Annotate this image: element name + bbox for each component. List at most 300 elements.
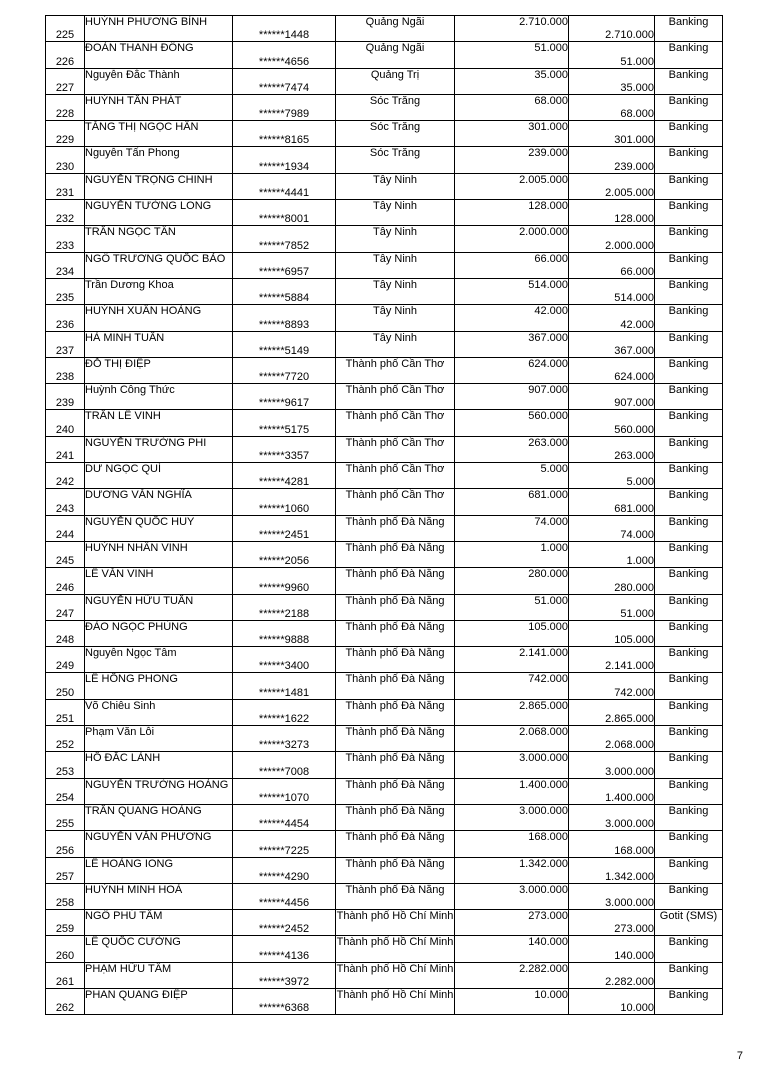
- recipient-name-cell: NGUYỄN QUỐC HUY: [85, 515, 233, 541]
- masked-account-cell: ******3400: [233, 647, 336, 673]
- payment-method-cell: Banking: [655, 226, 723, 252]
- masked-account-cell: ******6368: [233, 988, 336, 1014]
- table-row: [46, 436, 723, 462]
- table-row: [46, 42, 723, 68]
- row-number-cell: 262: [46, 988, 85, 1014]
- row-number-cell: 248: [46, 620, 85, 646]
- amount-cell: 239.000: [455, 147, 569, 173]
- masked-account-cell: ******4456: [233, 883, 336, 909]
- amount-cell: 2.865.000: [455, 699, 569, 725]
- payment-method-cell: Banking: [655, 673, 723, 699]
- amount-cell: 2.005.000: [455, 173, 569, 199]
- amount-cell: 1.000: [455, 541, 569, 567]
- province-cell: Thành phố Hồ Chí Minh: [336, 910, 455, 936]
- row-number-cell: 230: [46, 147, 85, 173]
- payment-method-cell: Banking: [655, 515, 723, 541]
- masked-account-cell: ******1448: [233, 16, 336, 42]
- table-row: [46, 94, 723, 120]
- masked-account-cell: ******4656: [233, 42, 336, 68]
- row-number-cell: 254: [46, 778, 85, 804]
- amount-cell: 10.000: [455, 988, 569, 1014]
- amount-cell: 1.400.000: [455, 778, 569, 804]
- masked-account-cell: ******1060: [233, 489, 336, 515]
- table-row: [46, 331, 723, 357]
- row-number-cell: 243: [46, 489, 85, 515]
- masked-account-cell: ******1070: [233, 778, 336, 804]
- amount-cell: 263.000: [455, 436, 569, 462]
- received-amount-cell: 3.000.000: [569, 883, 655, 909]
- received-amount-cell: 367.000: [569, 331, 655, 357]
- recipient-name-cell: NGUYỄN TRƯỜNG PHI: [85, 436, 233, 462]
- amount-cell: 3.000.000: [455, 804, 569, 830]
- row-number-cell: 225: [46, 16, 85, 42]
- recipient-name-cell: DƯƠNG VĂN NGHĨA: [85, 489, 233, 515]
- row-number-cell: 235: [46, 278, 85, 304]
- payment-method-cell: Banking: [655, 200, 723, 226]
- received-amount-cell: 239.000: [569, 147, 655, 173]
- table-row: [46, 831, 723, 857]
- table-row: [46, 752, 723, 778]
- table-row: [46, 647, 723, 673]
- amount-cell: 681.000: [455, 489, 569, 515]
- table-row: [46, 357, 723, 383]
- province-cell: Thành phố Đà Nẵng: [336, 726, 455, 752]
- payment-method-cell: Banking: [655, 936, 723, 962]
- masked-account-cell: ******8001: [233, 200, 336, 226]
- table-row: [46, 778, 723, 804]
- received-amount-cell: 2.000.000: [569, 226, 655, 252]
- province-cell: Tây Ninh: [336, 331, 455, 357]
- province-cell: Tây Ninh: [336, 305, 455, 331]
- province-cell: Quảng Trị: [336, 68, 455, 94]
- row-number-cell: 240: [46, 410, 85, 436]
- recipient-name-cell: HUỲNH TẤN PHÁT: [85, 94, 233, 120]
- amount-cell: 68.000: [455, 94, 569, 120]
- received-amount-cell: 1.000: [569, 541, 655, 567]
- recipient-name-cell: LÊ VĂN VINH: [85, 568, 233, 594]
- province-cell: Thành phố Cần Thơ: [336, 384, 455, 410]
- table-row: [46, 673, 723, 699]
- masked-account-cell: ******9617: [233, 384, 336, 410]
- table-row: [46, 200, 723, 226]
- amount-cell: 66.000: [455, 252, 569, 278]
- row-number-cell: 260: [46, 936, 85, 962]
- amount-cell: 140.000: [455, 936, 569, 962]
- masked-account-cell: ******7008: [233, 752, 336, 778]
- row-number-cell: 241: [46, 436, 85, 462]
- masked-account-cell: ******7852: [233, 226, 336, 252]
- table-row: [46, 883, 723, 909]
- row-number-cell: 231: [46, 173, 85, 199]
- received-amount-cell: 301.000: [569, 121, 655, 147]
- masked-account-cell: ******7989: [233, 94, 336, 120]
- payment-method-cell: Banking: [655, 121, 723, 147]
- row-number-cell: 255: [46, 804, 85, 830]
- row-number-cell: 233: [46, 226, 85, 252]
- province-cell: Quảng Ngãi: [336, 42, 455, 68]
- received-amount-cell: 51.000: [569, 42, 655, 68]
- amount-cell: 105.000: [455, 620, 569, 646]
- province-cell: Thành phố Cần Thơ: [336, 489, 455, 515]
- masked-account-cell: ******2188: [233, 594, 336, 620]
- payment-method-cell: Banking: [655, 410, 723, 436]
- recipient-name-cell: PHAN QUANG ĐIỆP: [85, 988, 233, 1014]
- amount-cell: 2.068.000: [455, 726, 569, 752]
- received-amount-cell: 263.000: [569, 436, 655, 462]
- province-cell: Thành phố Đà Nẵng: [336, 804, 455, 830]
- masked-account-cell: ******4290: [233, 857, 336, 883]
- table-row: [46, 515, 723, 541]
- recipient-name-cell: Trần Dương Khoa: [85, 278, 233, 304]
- row-number-cell: 256: [46, 831, 85, 857]
- table-row: [46, 910, 723, 936]
- amount-cell: 907.000: [455, 384, 569, 410]
- province-cell: Sóc Trăng: [336, 94, 455, 120]
- province-cell: Thành phố Đà Nẵng: [336, 883, 455, 909]
- payment-method-cell: Banking: [655, 541, 723, 567]
- recipient-name-cell: HUỲNH PHƯƠNG BÌNH: [85, 16, 233, 42]
- recipient-name-cell: LÊ HOÀNG IONG: [85, 857, 233, 883]
- masked-account-cell: ******5175: [233, 410, 336, 436]
- payment-method-cell: Banking: [655, 463, 723, 489]
- payment-method-cell: Banking: [655, 594, 723, 620]
- table-row: [46, 988, 723, 1014]
- payment-method-cell: Banking: [655, 16, 723, 42]
- province-cell: Thành phố Đà Nẵng: [336, 831, 455, 857]
- table-row: [46, 410, 723, 436]
- province-cell: Thành phố Đà Nẵng: [336, 620, 455, 646]
- table-row: [46, 541, 723, 567]
- received-amount-cell: 168.000: [569, 831, 655, 857]
- amount-cell: 514.000: [455, 278, 569, 304]
- row-number-cell: 247: [46, 594, 85, 620]
- masked-account-cell: ******8893: [233, 305, 336, 331]
- payment-method-cell: Banking: [655, 883, 723, 909]
- masked-account-cell: ******2451: [233, 515, 336, 541]
- row-number-cell: 234: [46, 252, 85, 278]
- table-row: [46, 594, 723, 620]
- province-cell: Thành phố Cần Thơ: [336, 357, 455, 383]
- received-amount-cell: 273.000: [569, 910, 655, 936]
- amount-cell: 301.000: [455, 121, 569, 147]
- province-cell: Thành phố Cần Thơ: [336, 436, 455, 462]
- amount-cell: 2.282.000: [455, 962, 569, 988]
- payment-method-cell: Banking: [655, 568, 723, 594]
- received-amount-cell: 2.141.000: [569, 647, 655, 673]
- received-amount-cell: 66.000: [569, 252, 655, 278]
- payment-method-cell: Banking: [655, 752, 723, 778]
- received-amount-cell: 42.000: [569, 305, 655, 331]
- table-row: [46, 804, 723, 830]
- recipient-name-cell: ĐỖ THỊ ĐIỆP: [85, 357, 233, 383]
- province-cell: Tây Ninh: [336, 252, 455, 278]
- row-number-cell: 252: [46, 726, 85, 752]
- table-row: [46, 568, 723, 594]
- payment-method-cell: Banking: [655, 726, 723, 752]
- payment-method-cell: Banking: [655, 42, 723, 68]
- payment-method-cell: Banking: [655, 94, 723, 120]
- row-number-cell: 237: [46, 331, 85, 357]
- recipient-name-cell: HUỲNH NHÂN VINH: [85, 541, 233, 567]
- received-amount-cell: 140.000: [569, 936, 655, 962]
- row-number-cell: 246: [46, 568, 85, 594]
- received-amount-cell: 74.000: [569, 515, 655, 541]
- row-number-cell: 238: [46, 357, 85, 383]
- received-amount-cell: 1.400.000: [569, 778, 655, 804]
- recipient-name-cell: HÀ MINH TUẤN: [85, 331, 233, 357]
- received-amount-cell: 105.000: [569, 620, 655, 646]
- masked-account-cell: ******3972: [233, 962, 336, 988]
- table-row: [46, 857, 723, 883]
- payment-method-cell: Banking: [655, 436, 723, 462]
- recipient-name-cell: NGUYỄN VĂN PHƯƠNG: [85, 831, 233, 857]
- amount-cell: 3.000.000: [455, 883, 569, 909]
- payment-method-cell: Banking: [655, 620, 723, 646]
- amount-cell: 1.342.000: [455, 857, 569, 883]
- masked-account-cell: ******9888: [233, 620, 336, 646]
- received-amount-cell: 51.000: [569, 594, 655, 620]
- amount-cell: 742.000: [455, 673, 569, 699]
- province-cell: Thành phố Đà Nẵng: [336, 515, 455, 541]
- payment-method-cell: Banking: [655, 489, 723, 515]
- recipient-name-cell: HUỲNH MINH HOÀ: [85, 883, 233, 909]
- table-row: [46, 252, 723, 278]
- province-cell: Tây Ninh: [336, 173, 455, 199]
- payment-method-cell: Banking: [655, 962, 723, 988]
- amount-cell: 2.710.000: [455, 16, 569, 42]
- province-cell: Thành phố Hồ Chí Minh: [336, 988, 455, 1014]
- received-amount-cell: 3.000.000: [569, 804, 655, 830]
- masked-account-cell: ******9960: [233, 568, 336, 594]
- recipient-name-cell: NGÔ PHÚ TÂM: [85, 910, 233, 936]
- province-cell: Thành phố Đà Nẵng: [336, 673, 455, 699]
- recipient-name-cell: NGUYỄN TRƯỜNG HOÀNG: [85, 778, 233, 804]
- province-cell: Tây Ninh: [336, 226, 455, 252]
- amount-cell: 2.000.000: [455, 226, 569, 252]
- row-number-cell: 250: [46, 673, 85, 699]
- received-amount-cell: 1.342.000: [569, 857, 655, 883]
- masked-account-cell: ******7720: [233, 357, 336, 383]
- masked-account-cell: ******1622: [233, 699, 336, 725]
- amount-cell: 42.000: [455, 305, 569, 331]
- table-row: [46, 463, 723, 489]
- row-number-cell: 244: [46, 515, 85, 541]
- recipient-name-cell: ĐÀO NGỌC PHÙNG: [85, 620, 233, 646]
- row-number-cell: 226: [46, 42, 85, 68]
- amount-cell: 51.000: [455, 594, 569, 620]
- payment-method-cell: Banking: [655, 68, 723, 94]
- payment-method-cell: Gotit (SMS): [655, 910, 723, 936]
- table-row: [46, 489, 723, 515]
- row-number-cell: 253: [46, 752, 85, 778]
- recipient-name-cell: TRẦN LÊ VINH: [85, 410, 233, 436]
- table-row: [46, 68, 723, 94]
- table-row: [46, 305, 723, 331]
- received-amount-cell: 624.000: [569, 357, 655, 383]
- province-cell: Thành phố Đà Nẵng: [336, 699, 455, 725]
- row-number-cell: 258: [46, 883, 85, 909]
- row-number-cell: 251: [46, 699, 85, 725]
- table-row: [46, 121, 723, 147]
- payment-method-cell: Banking: [655, 147, 723, 173]
- amount-cell: 35.000: [455, 68, 569, 94]
- received-amount-cell: 514.000: [569, 278, 655, 304]
- payment-method-cell: Banking: [655, 305, 723, 331]
- table-row: [46, 226, 723, 252]
- province-cell: Sóc Trăng: [336, 147, 455, 173]
- recipient-name-cell: TRẦN QUANG HOÀNG: [85, 804, 233, 830]
- received-amount-cell: 907.000: [569, 384, 655, 410]
- table-row: [46, 726, 723, 752]
- province-cell: Thành phố Đà Nẵng: [336, 857, 455, 883]
- recipient-name-cell: TRẦN NGỌC TÂN: [85, 226, 233, 252]
- recipient-name-cell: DƯ NGỌC QUÍ: [85, 463, 233, 489]
- recipient-name-cell: Võ Chiêu Sinh: [85, 699, 233, 725]
- amount-cell: 5.000: [455, 463, 569, 489]
- row-number-cell: 249: [46, 647, 85, 673]
- table-row: [46, 16, 723, 42]
- payment-method-cell: Banking: [655, 857, 723, 883]
- masked-account-cell: ******7474: [233, 68, 336, 94]
- recipient-name-cell: ĐOÀN THANH ĐÔNG: [85, 42, 233, 68]
- masked-account-cell: ******5149: [233, 331, 336, 357]
- table-row: [46, 173, 723, 199]
- payment-method-cell: Banking: [655, 804, 723, 830]
- province-cell: Thành phố Hồ Chí Minh: [336, 936, 455, 962]
- payment-method-cell: Banking: [655, 647, 723, 673]
- received-amount-cell: 560.000: [569, 410, 655, 436]
- received-amount-cell: 5.000: [569, 463, 655, 489]
- recipient-name-cell: Phạm Văn Lỗi: [85, 726, 233, 752]
- received-amount-cell: 128.000: [569, 200, 655, 226]
- province-cell: Thành phố Cần Thơ: [336, 463, 455, 489]
- masked-account-cell: ******5884: [233, 278, 336, 304]
- row-number-cell: 245: [46, 541, 85, 567]
- row-number-cell: 257: [46, 857, 85, 883]
- amount-cell: 168.000: [455, 831, 569, 857]
- recipient-name-cell: LÊ HỒNG PHONG: [85, 673, 233, 699]
- received-amount-cell: 10.000: [569, 988, 655, 1014]
- recipient-name-cell: HỒ ĐẮC LÀNH: [85, 752, 233, 778]
- received-amount-cell: 280.000: [569, 568, 655, 594]
- province-cell: Thành phố Đà Nẵng: [336, 568, 455, 594]
- masked-account-cell: ******4441: [233, 173, 336, 199]
- payment-method-cell: Banking: [655, 357, 723, 383]
- payment-method-cell: Banking: [655, 331, 723, 357]
- recipient-name-cell: Nguyễn Đắc Thành: [85, 68, 233, 94]
- masked-account-cell: ******1481: [233, 673, 336, 699]
- table-row: [46, 699, 723, 725]
- amount-cell: 624.000: [455, 357, 569, 383]
- province-cell: Thành phố Đà Nẵng: [336, 594, 455, 620]
- row-number-cell: 261: [46, 962, 85, 988]
- payment-method-cell: Banking: [655, 252, 723, 278]
- row-number-cell: 242: [46, 463, 85, 489]
- amount-cell: 51.000: [455, 42, 569, 68]
- payment-method-cell: Banking: [655, 699, 723, 725]
- masked-account-cell: ******2056: [233, 541, 336, 567]
- masked-account-cell: ******7225: [233, 831, 336, 857]
- row-number-cell: 236: [46, 305, 85, 331]
- amount-cell: 280.000: [455, 568, 569, 594]
- received-amount-cell: 2.005.000: [569, 173, 655, 199]
- province-cell: Thành phố Cần Thơ: [336, 410, 455, 436]
- received-amount-cell: 3.000.000: [569, 752, 655, 778]
- received-amount-cell: 2.282.000: [569, 962, 655, 988]
- recipient-name-cell: Huỳnh Công Thức: [85, 384, 233, 410]
- received-amount-cell: 681.000: [569, 489, 655, 515]
- amount-cell: 2.141.000: [455, 647, 569, 673]
- recipient-name-cell: LÊ QUỐC CƯỜNG: [85, 936, 233, 962]
- province-cell: Thành phố Đà Nẵng: [336, 541, 455, 567]
- masked-account-cell: ******6957: [233, 252, 336, 278]
- table-row: [46, 962, 723, 988]
- province-cell: Thành phố Đà Nẵng: [336, 752, 455, 778]
- recipient-name-cell: NGÔ TRƯƠNG QUỐC BẢO: [85, 252, 233, 278]
- row-number-cell: 228: [46, 94, 85, 120]
- received-amount-cell: 742.000: [569, 673, 655, 699]
- province-cell: Thành phố Hồ Chí Minh: [336, 962, 455, 988]
- recipient-name-cell: PHẠM HỮU TÂM: [85, 962, 233, 988]
- masked-account-cell: ******4281: [233, 463, 336, 489]
- province-cell: Thành phố Đà Nẵng: [336, 647, 455, 673]
- masked-account-cell: ******8165: [233, 121, 336, 147]
- province-cell: Tây Ninh: [336, 200, 455, 226]
- masked-account-cell: ******4454: [233, 804, 336, 830]
- table-row: [46, 278, 723, 304]
- payout-table: [45, 15, 723, 1015]
- province-cell: Thành phố Đà Nẵng: [336, 778, 455, 804]
- payment-method-cell: Banking: [655, 173, 723, 199]
- amount-cell: 3.000.000: [455, 752, 569, 778]
- row-number-cell: 227: [46, 68, 85, 94]
- amount-cell: 560.000: [455, 410, 569, 436]
- recipient-name-cell: NGUYỄN TƯỜNG LONG: [85, 200, 233, 226]
- table-row: [46, 384, 723, 410]
- table-row: [46, 936, 723, 962]
- payout-table-body: [46, 16, 723, 1015]
- masked-account-cell: ******4136: [233, 936, 336, 962]
- amount-cell: 273.000: [455, 910, 569, 936]
- table-row: [46, 620, 723, 646]
- recipient-name-cell: TĂNG THỊ NGỌC HÂN: [85, 121, 233, 147]
- masked-account-cell: ******1934: [233, 147, 336, 173]
- received-amount-cell: 68.000: [569, 94, 655, 120]
- masked-account-cell: ******3273: [233, 726, 336, 752]
- amount-cell: 128.000: [455, 200, 569, 226]
- recipient-name-cell: HUỲNH XUÂN HOÀNG: [85, 305, 233, 331]
- table-row: [46, 147, 723, 173]
- row-number-cell: 229: [46, 121, 85, 147]
- recipient-name-cell: Nguyễn Ngọc Tâm: [85, 647, 233, 673]
- received-amount-cell: 35.000: [569, 68, 655, 94]
- payment-method-cell: Banking: [655, 988, 723, 1014]
- recipient-name-cell: NGUYỄN HỮU TUẤN: [85, 594, 233, 620]
- page-number: 7: [736, 1050, 743, 1062]
- recipient-name-cell: Nguyễn Tấn Phong: [85, 147, 233, 173]
- payment-method-cell: Banking: [655, 278, 723, 304]
- row-number-cell: 239: [46, 384, 85, 410]
- province-cell: Sóc Trăng: [336, 121, 455, 147]
- masked-account-cell: ******2452: [233, 910, 336, 936]
- province-cell: Tây Ninh: [336, 278, 455, 304]
- payment-method-cell: Banking: [655, 384, 723, 410]
- received-amount-cell: 2.068.000: [569, 726, 655, 752]
- row-number-cell: 259: [46, 910, 85, 936]
- received-amount-cell: 2.710.000: [569, 16, 655, 42]
- received-amount-cell: 2.865.000: [569, 699, 655, 725]
- masked-account-cell: ******3357: [233, 436, 336, 462]
